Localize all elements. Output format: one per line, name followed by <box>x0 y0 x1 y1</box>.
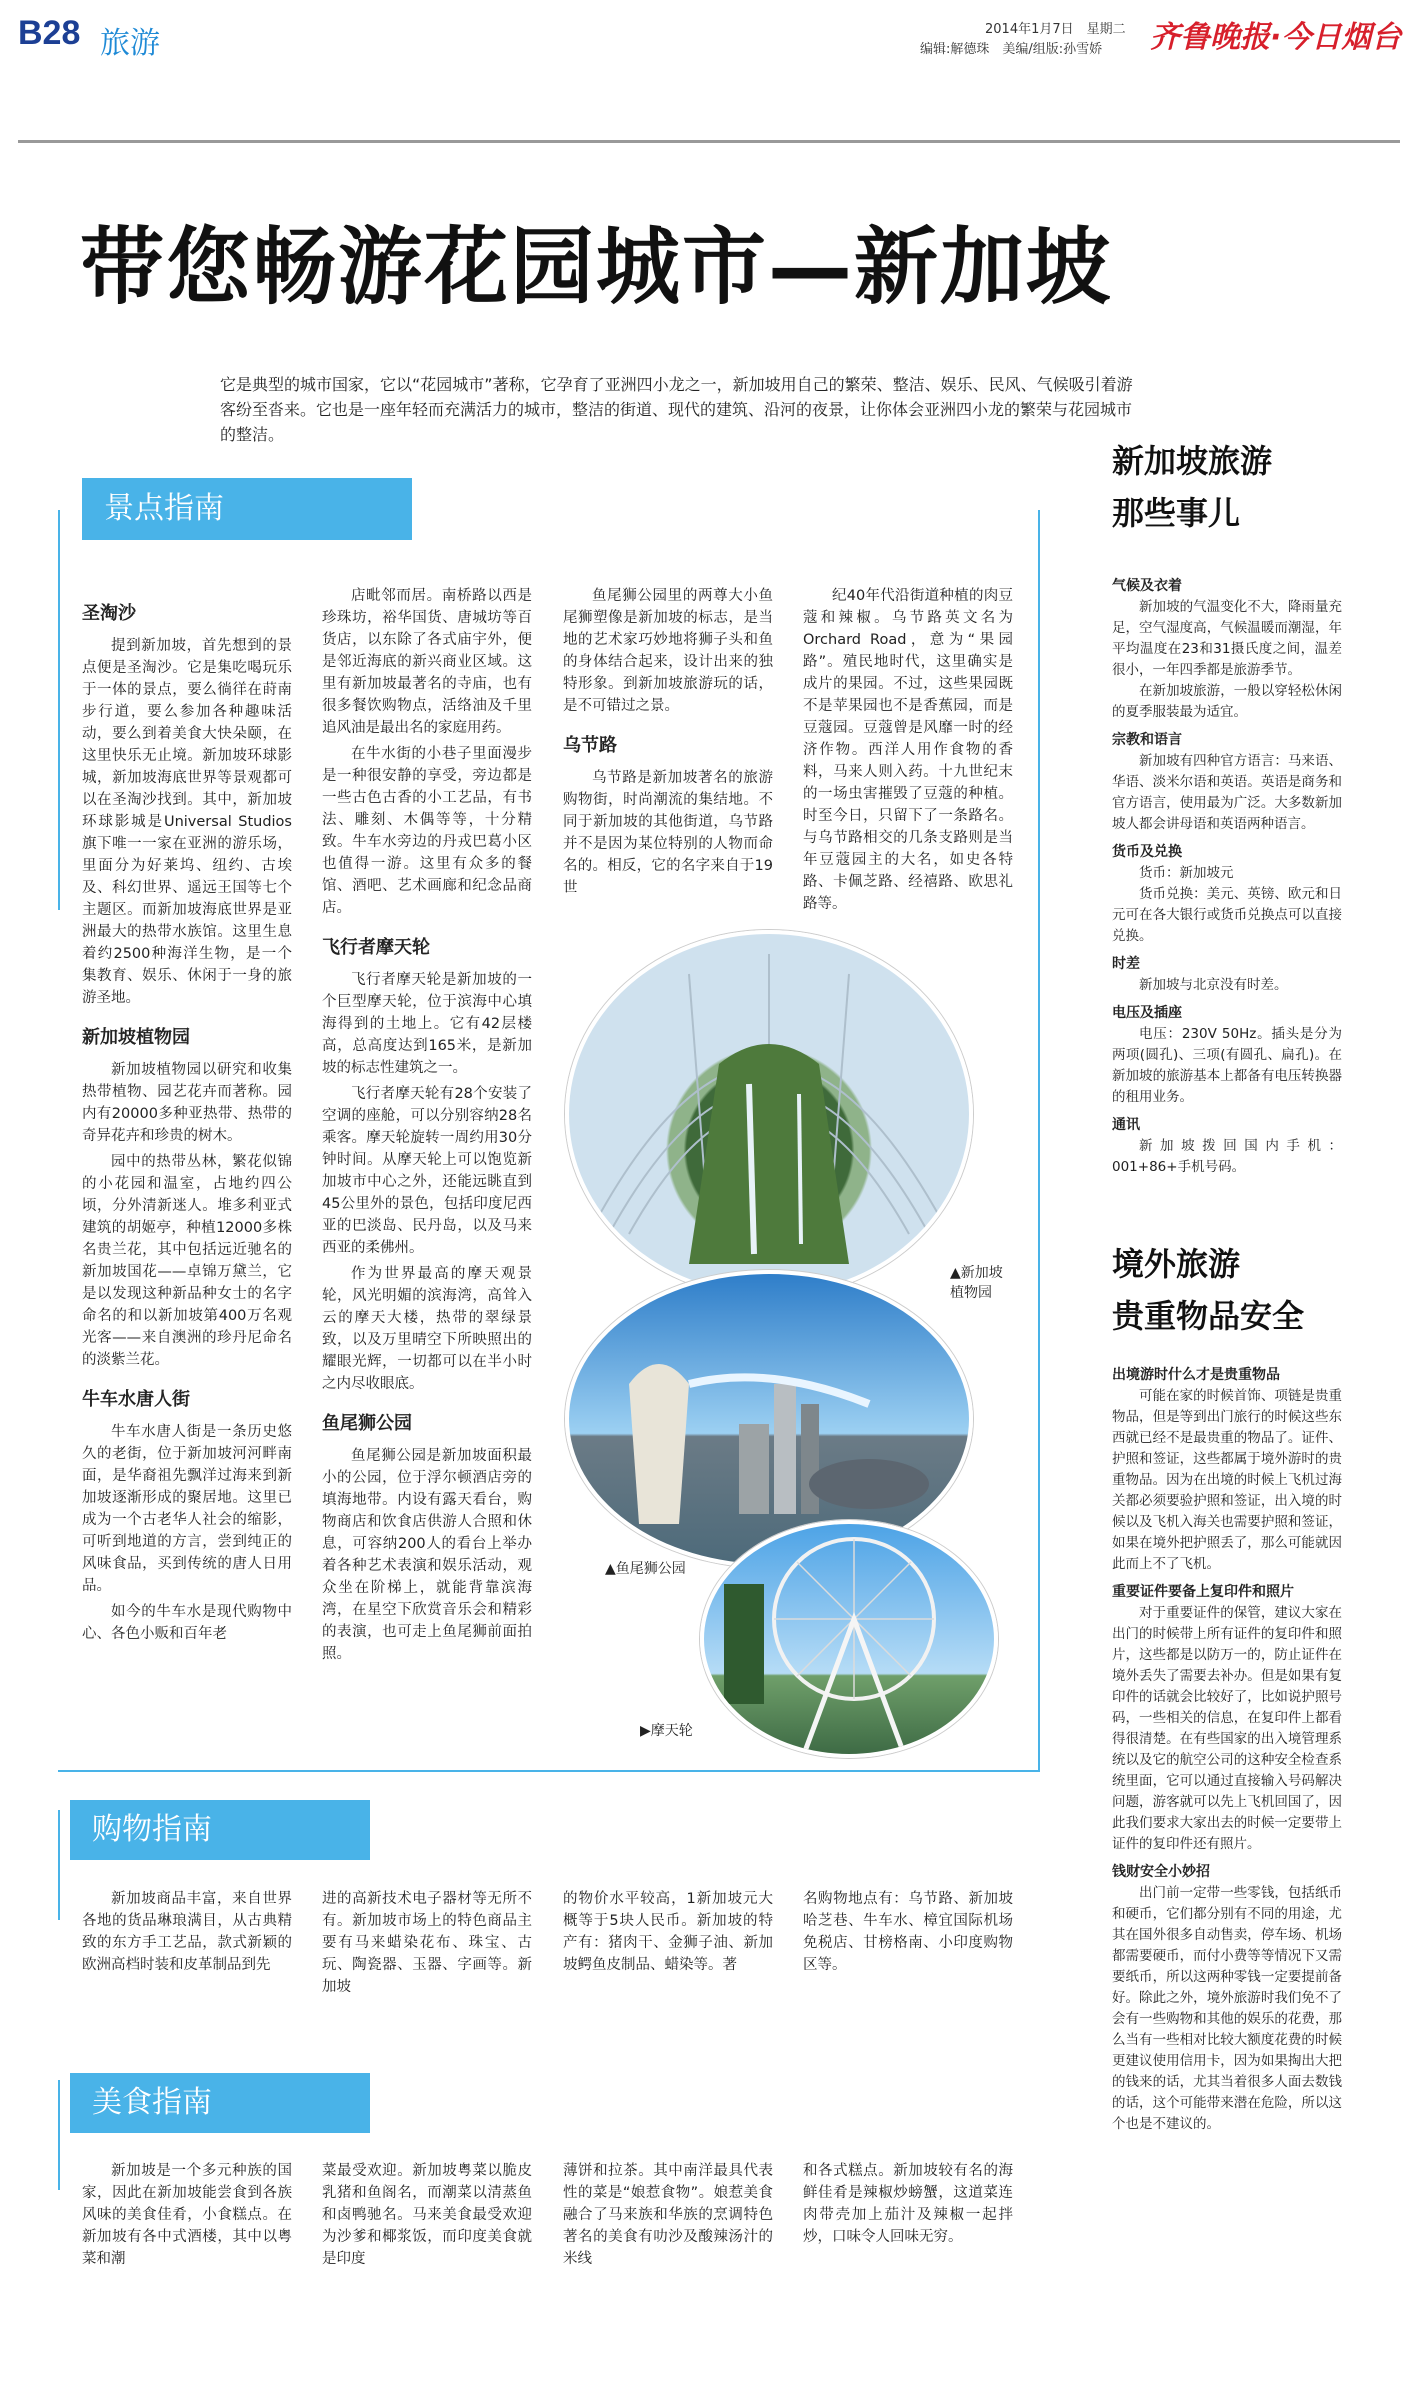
singapore-flyer-photo <box>700 1520 998 1758</box>
article-paragraph: 新加坡商品丰富，来自世界各地的货品琳琅满目，从古典精致的东方手工艺品，款式新颖的欧洲高档时装和皮革制品到先 <box>82 1891 292 1973</box>
sidebar-paragraph: 电压：230V 50Hz。插头是分为两项(圆孔)、三项(有圆孔、扁孔)。在新加坡的旅游基本上都备有电压转换器的租用业务。 <box>1112 1026 1342 1105</box>
article-paragraph: 的物价水平较高，1新加坡元大概等于5块人民币。新加坡的特产有：猪肉干、金狮子油、新加坡鳄鱼皮制品、蜡染等。著 <box>563 1891 773 1973</box>
sidebar2-title-line1: 境外旅游 <box>1112 1245 1241 1283</box>
article-paragraph: 飞行者摩天轮是新加坡的一个巨型摩天轮，位于滨海中心填海得到的土地上。它有42层楼高，总高度达到165米，是新加坡的标志性建筑之一。 <box>322 972 532 1076</box>
food-column-3 <box>563 2160 773 2295</box>
section-subheading: 圣淘沙 <box>82 603 136 624</box>
section-name: 旅游 <box>100 26 160 61</box>
article-paragraph: 提到新加坡，首先想到的景点便是圣淘沙。它是集吃喝玩乐于一体的景点，要么徜徉在莳南步行道，要么参加各种趣味活动，要么到着美食大快朵颐，在这里快乐无止境。新加坡环球影城，新加坡海底世界等景观都可以在圣淘沙找到。其中，新加坡环球影城是Universal Studios旗下唯一一家在亚洲的游乐场，里面分为好莱坞、纽约、古埃及、科幻世界、遥远王国等七个主题区。而新加坡海底世界是亚洲最大的热带水族馆。这里生息着约2500种海洋生物，是一个集教育、娱乐、休闲于一身的旅游圣地。 <box>82 638 292 1006</box>
sidebar-paragraph: 新加坡与北京没有时差。 <box>1139 977 1288 993</box>
header-divider <box>18 140 1400 143</box>
sidebar-travel-tips <box>1112 435 1342 1178</box>
article-paragraph: 在牛水街的小巷子里面漫步是一种很安静的享受，旁边都是一些古色古香的小工艺品，有书法、雕刻、木偶等等，十分精致。牛车水旁边的丹戎巴葛小区也值得一游。这里有众多的餐馆、酒吧、艺术画廊和纪念品商店。 <box>322 746 532 916</box>
article-paragraph: 薄饼和拉茶。其中南洋最具代表性的菜是“娘惹食物”。娘惹美食融合了马来族和华族的烹调特色著名的美食有叻沙及酸辣汤汁的米线 <box>563 2163 773 2267</box>
shopping-column-4 <box>803 1888 1013 2023</box>
cloud-forest-dome-icon <box>569 934 969 1294</box>
section-subheading: 新加坡植物园 <box>82 1027 190 1048</box>
article-paragraph: 新加坡植物园以研究和收集热带植物、园艺花卉而著称。园内有20000多种亚热带、热带的奇异花卉和珍贵的树木。 <box>82 1062 292 1144</box>
issue-date: 2014年1月7日 星期二 <box>985 22 1126 37</box>
merlion-statue-icon <box>569 1274 969 1564</box>
ferris-wheel-icon <box>704 1524 994 1754</box>
intro-paragraph: 它是典型的城市国家，它以“花园城市”著称，它孕育了亚洲四小龙之一，新加坡用自己的繁荣、整洁、娱乐、民风、气候吸引着游客纷至沓来。它也是一座年轻而充满活力的城市，整洁的街道、现代的建筑、沿河的夜景，让你体会亚洲四小龙的繁荣与花园城市的整洁。 <box>220 375 1133 444</box>
attractions-tab: 景点指南 <box>82 478 412 540</box>
section-subheading: 飞行者摩天轮 <box>322 937 430 958</box>
sidebar-paragraph: 对于重要证件的保管，建议大家在出门的时候带上所有证件的复印件和照片，这些都是以防万一的，防止证件在境外丢失了需要去补办。但是如果有复印件的话就会比较好了，比如说护照号码，一些相关的信息，在复印件上都看得很清楚。在有些国家的出入境管理系统以及它的航空公司的这种安全检查系统里面，它可以通过直接输入号码解决问题，游客就可以先上飞机回国了，因此我们要求大家出去的时候一定要带上证件的复印件还有照片。 <box>1112 1605 1342 1852</box>
article-paragraph: 飞行者摩天轮有28个安装了空调的座舱，可以分别容纳28名乘客。摩天轮旋转一周约用30分钟时间。从摩天轮上可以饱览新加坡市中心之外，还能远眺直到45公里外的景色，包括印度尼西亚的巴淡岛、民丹岛，以及马来西亚的柔佛州。 <box>322 1086 532 1256</box>
sidebar-paragraph: 货币：新加坡元 <box>1139 865 1234 881</box>
sidebar-subheading: 时差 <box>1112 956 1140 972</box>
caption-singapore-flyer: ▶摩天轮 <box>640 1723 693 1739</box>
sidebar-subheading: 重要证件要备上复印件和照片 <box>1112 1584 1294 1600</box>
sidebar-subheading: 宗教和语言 <box>1112 732 1182 748</box>
shopping-column-1 <box>82 1888 292 2023</box>
caption-botanic-garden: ▲新加坡 植物园 <box>950 1265 1003 1301</box>
food-column-4 <box>803 2160 1013 2295</box>
sidebar-paragraph: 新加坡的气温变化不大，降雨量充足，空气湿度高，气候温暖而潮湿，年平均温度在23和31摄氏度之间，温差很小，一年四季都是旅游季节。 <box>1112 599 1342 678</box>
article-paragraph: 作为世界最高的摩天观景轮，风光明媚的滨海湾，高耸入云的摩天大楼，热带的翠绿景致，以及万里晴空下所映照出的耀眼光辉，一切都可以在半小时之内尽收眼底。 <box>322 1266 532 1392</box>
section-subheading: 乌节路 <box>563 735 617 756</box>
merlion-park-photo <box>565 1270 973 1568</box>
shopping-frame <box>58 1810 60 1920</box>
sidebar-subheading: 气候及衣着 <box>1112 578 1182 594</box>
attractions-column-3 <box>563 585 773 925</box>
food-column-2 <box>322 2160 532 2295</box>
sidebar-subheading: 电压及插座 <box>1112 1005 1182 1021</box>
attractions-column-2 <box>322 585 532 1745</box>
sidebar-paragraph: 可能在家的时候首饰、项链是贵重物品，但是等到出门旅行的时候这些东西就已经不是最贵重的物品了。证件、护照和签证，这些都属于境外游时的贵重物品。因为在出境的时候上飞机过海关都必须要验护照和签证，出入境的时候以及飞机入海关也需要护照和签证，如果在境外把护照丢了，那么可能就因此而上不了飞机。 <box>1112 1388 1342 1572</box>
article-paragraph: 名购物地点有：乌节路、新加坡哈芝巷、牛车水、樟宜国际机场免税店、甘榜格南、小印度购物区等。 <box>803 1891 1013 1973</box>
newspaper-brand: 齐鲁晚报·今日烟台 <box>1150 20 1402 55</box>
caption-merlion-park: ▲鱼尾狮公园 <box>605 1561 686 1577</box>
article-paragraph: 新加坡是一个多元种族的国家，因此在新加坡能尝食到各族风味的美食佳肴，小食糕点。在新加坡有各中式酒楼，其中以粤菜和潮 <box>82 2163 292 2267</box>
food-column-1 <box>82 2160 292 2295</box>
sidebar-paragraph: 新加坡拨回国内手机：001+86+手机号码。 <box>1112 1138 1342 1175</box>
attractions-column-4 <box>803 585 1013 925</box>
article-paragraph: 园中的热带丛林，繁花似锦的小花园和温室，占地约四公顷，分外清新迷人。堆多利亚式建筑的胡姬亭，种植12000多株名贵兰花，其中包括远近驰名的新加坡国花——卓锦万黛兰，它是以发现这种新品种女士的名字命名的和以新加坡第400万名观光客——来自澳洲的珍丹尼命名的淡紫兰花。 <box>82 1154 292 1368</box>
shopping-column-3 <box>563 1888 773 2023</box>
article-paragraph: 如今的牛车水是现代购物中心、各色小贩和百年老 <box>82 1604 292 1642</box>
sidebar2-title-line2: 贵重物品安全 <box>1112 1297 1305 1335</box>
article-paragraph: 店毗邻而居。南桥路以西是珍珠坊，裕华国货、唐城坊等百货店，以东除了各式庙宇外，便是邻近海底的新兴商业区域。这里有新加坡最著名的寺庙，也有很多餐饮购物点，活络油及千里追风油是最出名的家庭用药。 <box>322 588 532 736</box>
sidebar-subheading: 通讯 <box>1112 1117 1140 1133</box>
masthead <box>0 0 1417 60</box>
article-paragraph: 纪40年代沿街道种植的肉豆蔻和辣椒。乌节路英文名为Orchard Road，意为“果园路”。殖民地时代，这里确实是成片的果园。不过，这些果园既不是苹果园也不是香蕉园，而是豆蔻园。豆蔻曾是风靡一时的经济作物。西洋人用作食物的香料，马来人则入药。十九世纪末的一场虫害摧毁了豆蔻的种植。时至今日，只留下了一条路名。与乌节路相交的几条支路则是当年豆蔻园主的大名，如史各特路、卡佩芝路、经禧路、欧思礼路等。 <box>803 588 1013 912</box>
article-paragraph: 进的高新技术电子器材等无所不有。新加坡市场上的特色商品主要有马来蜡染花布、珠宝、古玩、陶瓷器、玉器、字画等。新加坡 <box>322 1891 532 1995</box>
sidebar-title-line1: 新加坡旅游 <box>1112 442 1273 480</box>
article-paragraph: 鱼尾狮公园里的两尊大小鱼尾狮塑像是新加坡的标志，是当地的艺术家巧妙地将狮子头和鱼的身体结合起来，设计出来的独特形象。到新加坡旅游玩的话，是不可错过之景。 <box>563 588 773 714</box>
section-subheading: 牛车水唐人街 <box>82 1389 190 1410</box>
sidebar-paragraph: 新加坡有四种官方语言：马来语、华语、淡米尔语和英语。英语是商务和官方语言，使用最为广泛。大多数新加坡人都会讲母语和英语两种语言。 <box>1112 753 1342 832</box>
sidebar-subheading: 出境游时什么才是贵重物品 <box>1112 1367 1280 1383</box>
sidebar-valuables-safety <box>1112 1238 1342 2135</box>
botanic-garden-photo <box>565 930 973 1298</box>
sidebar-subheading: 钱财安全小妙招 <box>1112 1864 1210 1880</box>
sidebar-title-line2: 那些事儿 <box>1112 494 1241 532</box>
page-number: B28 <box>18 14 81 52</box>
sidebar-subheading: 货币及兑换 <box>1112 844 1182 860</box>
article-paragraph: 牛车水唐人街是一条历史悠久的老街，位于新加坡河河畔南面，是华裔祖先飘洋过海来到新加坡逐渐形成的聚居地。这里已成为一个古老华人社会的缩影，可听到地道的方言，尝到纯正的风味食品，买到传统的唐人日用品。 <box>82 1424 292 1594</box>
editor-credits: 编辑:解德珠 美编/组版:孙雪娇 <box>920 42 1103 57</box>
food-tab: 美食指南 <box>70 2073 370 2133</box>
sidebar-paragraph: 出门前一定带一些零钱，包括纸币和硬币，它们都分别有不同的用途，尤其在国外很多自动售卖，停车场、机场都需要硬币，而付小费等等情况下又需要纸币，所以这两种零钱一定要提前备好。除此之外，境外旅游时我们免不了会有一些购物和其他的娱乐的花费，那么当有一些相对比较大额度花费的时候更建议使用信用卡，因为如果掏出大把的钱来的话，尤其当着很多人面去数钱的话，这个可能带来潜在危险，所以这个也是不建议的。 <box>1112 1885 1342 2132</box>
article-paragraph: 菜最受欢迎。新加坡粤菜以脆皮乳猪和鱼阁名，而潮菜以清蒸鱼和卤鸭驰名。马来美食最受欢迎为沙爹和椰浆饭，而印度美食就是印度 <box>322 2163 532 2267</box>
shopping-tab: 购物指南 <box>70 1800 370 1860</box>
section-subheading: 鱼尾狮公园 <box>322 1413 412 1434</box>
attractions-column-1 <box>82 585 292 1745</box>
article-paragraph: 乌节路是新加坡著名的旅游购物街，时尚潮流的集结地。不同于新加坡的其他街道，乌节路并不是因为某位特别的人物而命名的。相反，它的名字来自于19世 <box>563 770 773 896</box>
headline: 带您畅游花园城市—新加坡 <box>80 218 1113 316</box>
food-frame <box>58 2080 60 2190</box>
attractions-frame-left <box>58 510 60 910</box>
sidebar-paragraph: 在新加坡旅游，一般以穿轻松休闲的夏季服装最为适宜。 <box>1112 683 1342 720</box>
shopping-column-2 <box>322 1888 532 2023</box>
article-paragraph: 鱼尾狮公园是新加坡面积最小的公园，位于浮尔顿酒店旁的填海地带。内设有露天看台，购物商店和饮食店供游人合照和休息，可容纳200人的看台上举办着各种艺术表演和娱乐活动，观众坐在阶梯上，就能背靠滨海湾，在星空下欣赏音乐会和精彩的表演，也可走上鱼尾狮前面拍照。 <box>322 1448 532 1662</box>
sidebar-paragraph: 货币兑换：美元、英镑、欧元和日元可在各大银行或货币兑换点可以直接兑换。 <box>1112 886 1342 944</box>
article-paragraph: 和各式糕点。新加坡较有名的海鲜佳肴是辣椒炒螃蟹，这道菜连肉带壳加上茄汁及辣椒一起拌炒，口味令人回味无穷。 <box>803 2163 1013 2245</box>
